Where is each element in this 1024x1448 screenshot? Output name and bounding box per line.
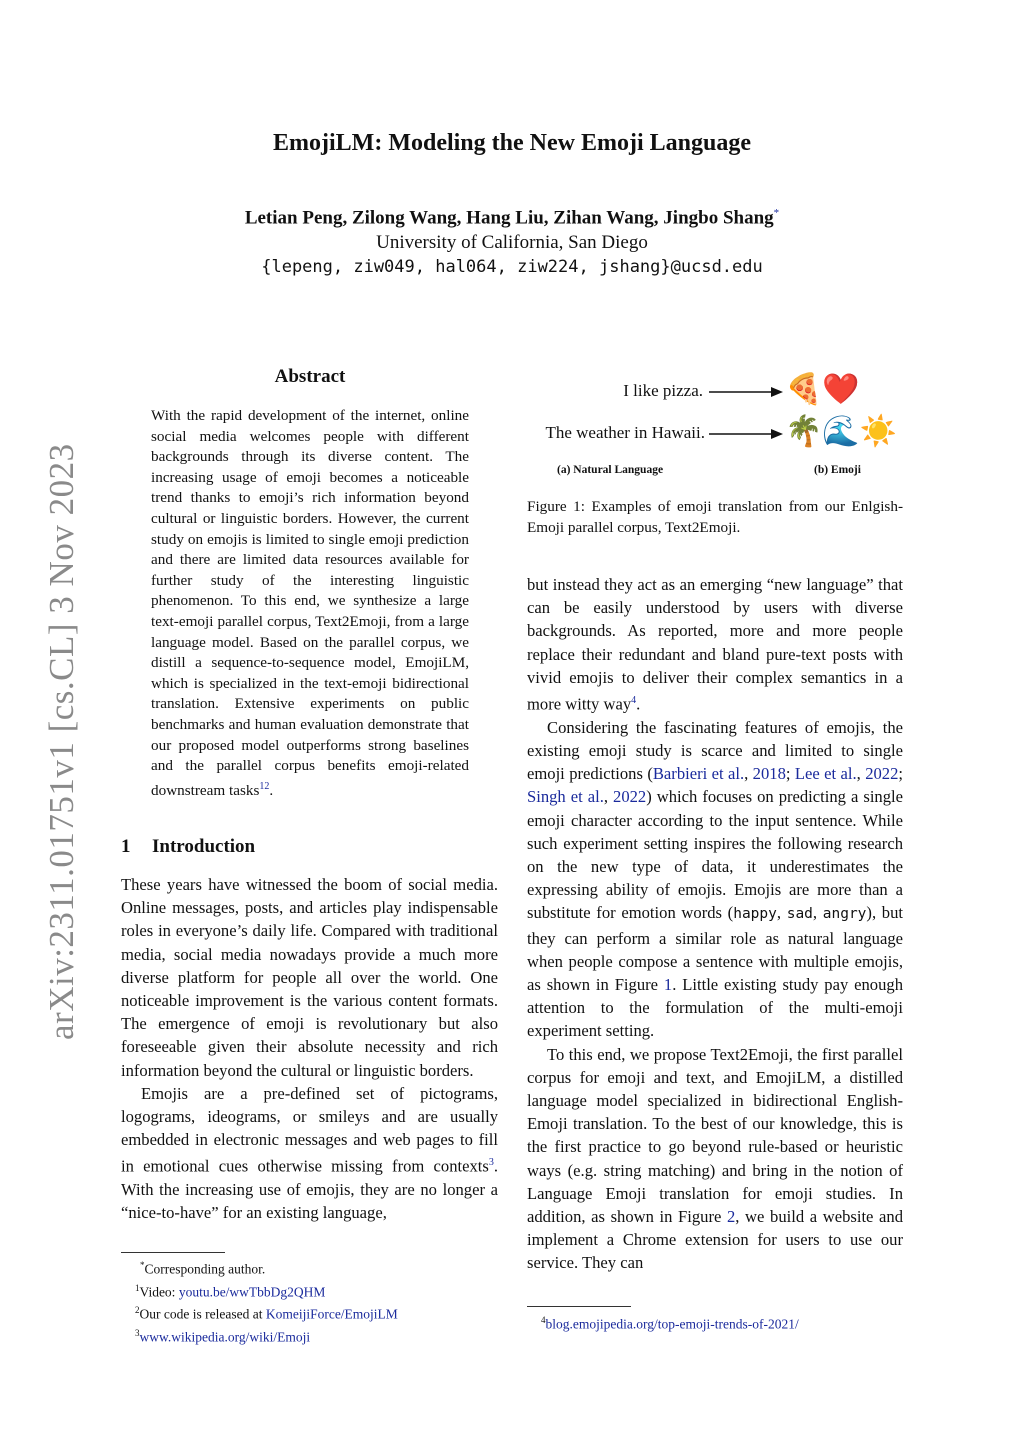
- footnote-text: Our code is released at: [139, 1306, 266, 1322]
- emotion-word-happy: happy: [733, 906, 777, 923]
- right-column-text: [527, 573, 903, 1275]
- right-p2-text-d: . Little existing study pay enough attention to the formulation of the multi-emoji experiment setting.: [527, 974, 903, 1041]
- video-link[interactable]: youtu.be/wwTbbDg2QHM: [178, 1284, 326, 1299]
- figure-subcaption-a: (a) Natural Language: [557, 464, 664, 476]
- footnote-4: [541, 1311, 901, 1334]
- footnote-mark: 1: [135, 1282, 140, 1293]
- footnote-corresponding: [140, 1256, 500, 1279]
- abstract-body: [151, 406, 469, 801]
- author-emails: {lepeng, ziw049, hal064, ziw224, jshang}@ucsd.edu: [261, 257, 763, 277]
- footnote-mark: 4: [541, 1315, 546, 1325]
- intro-paragraph-2: [121, 1082, 498, 1225]
- figure-emoji-2: 🌴🌊☀️: [785, 414, 898, 449]
- right-p2-text-b: ) which focuses on predicting a single emoji character according to the input sentence. While such experiment setting inspires the following research on the new type of data, it underestimates the expressing ability of emojis. Emojis are more than a substitute for emotion words (: [527, 787, 904, 923]
- figure-subcaption-b: (b) Emoji: [814, 464, 861, 476]
- footnote-2: [135, 1301, 500, 1324]
- footnotes-left: [135, 1256, 500, 1346]
- arxiv-stamp: arXiv:2311.01751v1 [cs.CL] 3 Nov 2023: [42, 443, 81, 1040]
- figure-1-caption: Figure 1: Examples of emoji translation from our Enlgish-Emoji parallel corpus, Text2Emoji.: [527, 498, 903, 536]
- footnote-rule-left: [121, 1252, 225, 1253]
- abstract-text: With the rapid development of the internet, online social media welcomes people with different backgrounds through its diverse content. The increasing usage of emoji becomes a noticeable trend thanks to emoji’s rich information beyond cultural or linguistic borders. However, the current study on emojis is limited to single emoji prediction and there are limited data resources available for further study of the interesting linguistic phenomenon. To this end, we synthesize a large text-emoji parallel corpus, Text2Emoji, from a large language model. Based on the parallel corpus, we distill a sequence-to-sequence model, EmojiLM, which is specialized in the text-emoji bidirectional translation. Extensive experiments on public benchmarks and human evaluation demonstrate that our proposed model outperforms strong baselines and the parallel corpus benefits emoji-related downstream tasks: [151, 407, 469, 799]
- wikipedia-link[interactable]: www.wikipedia.org/wiki/Emoji: [139, 1329, 311, 1344]
- figure-1: [527, 370, 903, 490]
- citation-barbieri-year[interactable]: 2018: [752, 764, 786, 784]
- arrow-icon: [707, 426, 785, 442]
- figure-sentence-1: I like pizza.: [623, 381, 703, 400]
- affiliation: University of California, San Diego: [376, 232, 648, 253]
- citation-lee[interactable]: Lee et al.: [794, 764, 857, 784]
- footnote-mark: *: [140, 1260, 145, 1270]
- section-title: Introduction: [152, 836, 256, 857]
- citation-lee-year[interactable]: 2022: [865, 764, 899, 784]
- right-p1-text: but instead they act as an emerging “new language” that can be easily understood by users with diverse backgrounds. As reported, more and more people replace their redundant and bland pure-text posts with vivid emojis to deliver their complex semantics in a more witty way: [527, 575, 903, 714]
- right-p3-text-a: To this end, we propose Text2Emoji, the first parallel corpus for emoji and text, and EmojiLM, a distilled language model specialized in bidirectional English-Emoji translation. To the best of our knowledge, this is the first practice to go beyond rule-based or heuristic ways (e.g. string matching) and bring in the notion of Language Emoji translation for emoji studies. In addition, as shown in Figure: [527, 1044, 903, 1227]
- citation-separator: ;: [785, 764, 795, 784]
- figure-ref-1[interactable]: 1: [663, 974, 673, 994]
- footnote-3: [135, 1324, 500, 1347]
- citation-separator: ,: [744, 764, 753, 784]
- emotion-word-sad: sad: [786, 906, 813, 923]
- intro-p2-text-b: . With the increasing use of emojis, they are no longer a “nice-to-have” for an existing language,: [121, 1156, 498, 1223]
- arrow-icon: [707, 384, 785, 400]
- section-heading-introduction: [121, 836, 255, 858]
- right-p2-text-a: Considering the fascinating features of emojis, the existing emoji study is scarce and limited to single emoji predictions (: [527, 717, 903, 784]
- right-paragraph-3: [527, 1043, 903, 1275]
- right-paragraph-2: Considering the fascinating features of emojis, the existing emoji study is scarce and limited to single emoji predictions (Barbieri et al., 2018; Lee et al., 2022; Singh et al., 2022) which focuses on predicting a single emoji character according to the input sentence. While such experiment setting inspires the following research on the new type of data, it underestimates the expressing ability of emojis. Emojis are more than a substitute for emotion words (happy, sad, angry), but they can perform a similar role as natural language when people compose a sentence with multiple emojis, as shown in Figure 1. Little existing study pay enough attention to the formulation of the multi-emoji experiment setting.: [527, 717, 904, 1041]
- author-names: Letian Peng, Zilong Wang, Hang Liu, Zihan Wang, Jingbo Shang: [244, 207, 774, 229]
- abstract-footnote-marks[interactable]: 12: [259, 780, 270, 792]
- emotion-word-angry: angry: [822, 906, 867, 923]
- citation-barbieri[interactable]: Barbieri et al.: [652, 764, 745, 784]
- intro-p2-text-a: Emojis are a pre-defined set of pictograms, logograms, ideograms, or smileys and are usually embedded in electronic messages and web pages to fill in emotional cues otherwise missing from contexts: [121, 1083, 498, 1176]
- citation-singh[interactable]: Singh et al.: [527, 787, 604, 807]
- figure-sentence-2: The weather in Hawaii.: [545, 423, 705, 442]
- abstract-heading: Abstract: [274, 366, 346, 387]
- section-number: 1: [121, 836, 131, 857]
- footnote-1: [135, 1279, 500, 1302]
- right-p2-text-c: ), but they can perform a similar role as natural language when people compose a sentence with multiple emojis, as shown in Figure: [527, 903, 903, 994]
- author-list: [0, 207, 1024, 229]
- abstract-end: .: [269, 781, 274, 799]
- code-link[interactable]: KomeijiForce/EmojiLM: [265, 1306, 398, 1322]
- citation-separator: ;: [898, 764, 903, 784]
- citation-singh-year[interactable]: 2022: [613, 787, 647, 807]
- footnote-rule-right: [527, 1306, 631, 1307]
- footnote-mark: 2: [135, 1305, 140, 1315]
- corresponding-mark: *: [773, 207, 780, 219]
- emojipedia-link[interactable]: blog.emojipedia.org/top-emoji-trends-of-2021/: [545, 1316, 799, 1332]
- intro-paragraph-1: These years have witnessed the boom of social media. Online messages, posts, and articles play indispensable roles in everyone’s daily life. Compared with traditional media, social media nowadays provide a much more diverse platform for people all over the world. One noticeable improvement is the various content formats. The emergence of emoji is revolutionary but also foreseeable given their absolute necessity and rich information beyond the cultural or linguistic borders.: [121, 875, 498, 1080]
- footnote-mark: 3: [135, 1327, 140, 1338]
- footnote-text: Video:: [139, 1284, 179, 1299]
- citation-separator: ,: [603, 787, 614, 807]
- footnote-ref-3[interactable]: 3: [488, 1157, 494, 1169]
- right-p1-end: .: [636, 694, 641, 714]
- citation-separator: ,: [856, 764, 866, 784]
- right-paragraph-1: [527, 573, 903, 716]
- footnote-text: Corresponding author.: [144, 1261, 266, 1277]
- figure-ref-2[interactable]: 2: [727, 1207, 736, 1227]
- figure-emoji-1: 🍕❤️: [785, 372, 860, 407]
- left-column-text: [121, 873, 498, 1225]
- paper-title: EmojiLM: Modeling the New Emoji Language: [273, 130, 751, 156]
- right-p3-text-b: , we build a website and implement a Chrome extension for users to use our service. They can: [527, 1207, 903, 1273]
- footnote-ref-4[interactable]: 4: [631, 695, 637, 707]
